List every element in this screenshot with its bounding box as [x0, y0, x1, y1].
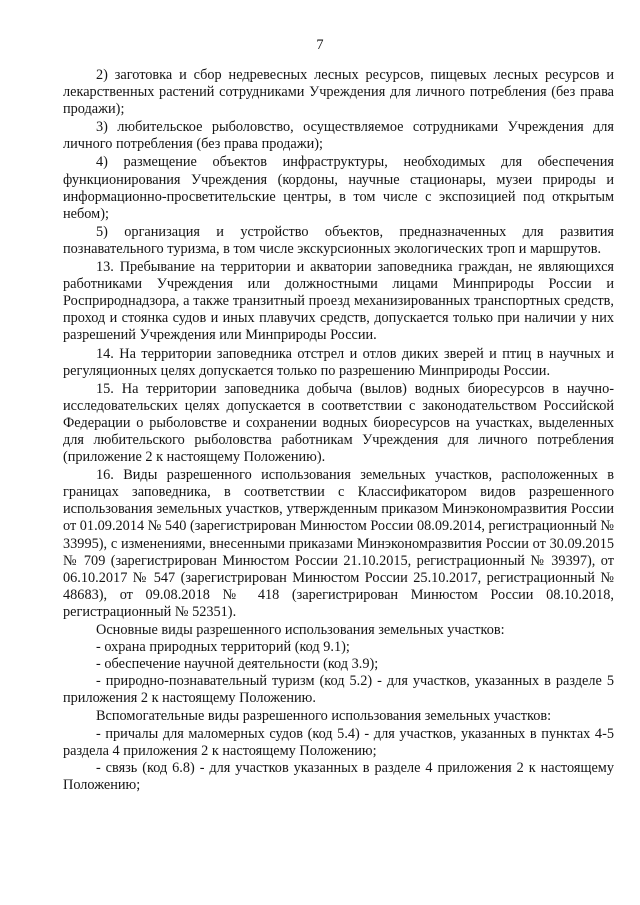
page-number: 7 — [316, 37, 324, 53]
clause-16: 16. Виды разрешенного использования земельных участков, расположенных в границах заповедника, в соответствии с Классификатором видов разрешенного использования земельных участков, утвержденным приказом Минэкономразвития России от 01.09.2014 № 540 (зарегистрирован Минюстом России 08.09.2014, регистрационный № 33995), с изменениями, внесенными приказами Минэкономразвития России от 30.09.2015 № 709 (зарегистрирован Минюстом России 21.10.2015, регистрационный № 39397), от 06.10.2017 № 547 (зарегистрирован Минюстом России 25.10.2017, регистрационный № 48683), от 09.08.2018 № 418 (зарегистрирован Минюстом России 08.10.2018, регистрационный № 52351). — [63, 467, 614, 620]
list-item-5: 5) организация и устройство объектов, предназначенных для развития познавательного туризма, в том числе экскурсионных экологических троп и маршрутов. — [63, 223, 614, 257]
main-use-item: - охрана природных территорий (код 9.1); — [96, 639, 350, 656]
main-use-item: - природно-познавательный туризм (код 5.2) - для участков, указанных в разделе 5 приложения 2 к настоящему Положению. — [63, 673, 614, 707]
list-item-4: 4) размещение объектов инфраструктуры, необходимых для обеспечения функционирования Учреждения (кордоны, научные стационары, музеи природы и информационно-просветительские центры, в том числе с экспозицией под открытым небом); — [63, 154, 614, 222]
clause-13: 13. Пребывание на территории и акватории заповедника граждан, не являющихся работниками Учреждения или должностными лицами Минприроды России и Росприроднадзора, а также транзитный проезд механизированных транспортных средств, проход и стоянка судов и иных плавучих средств, допускается только при наличии у них разрешений Учреждения или Минприроды России. — [63, 259, 614, 344]
main-uses-heading: Основные виды разрешенного использования земельных участков: — [96, 622, 505, 638]
list-item-2: 2) заготовка и сбор недревесных лесных ресурсов, пищевых лесных ресурсов и лекарственных растений сотрудниками Учреждения для личного потребления (без права продажи); — [63, 67, 614, 118]
auxiliary-uses-heading: Вспомогательные виды разрешенного использования земельных участков: — [96, 708, 552, 725]
clause-15: 15. На территории заповедника добыча (вылов) водных биоресурсов в научно-исследовательских целях допускается в соответствии с законодательством Российской Федерации о рыболовстве и сохранении водных биоресурсов на участках, выделенных для любительского рыболовства работникам Учреждения для личного потребления (приложение 2 к настоящему Положению). — [63, 380, 614, 466]
auxiliary-use-item: - причалы для маломерных судов (код 5.4) - для участков, указанных в пунктах 4-5 раздела 4 приложения 2 к настоящему Положению; — [63, 725, 614, 759]
clause-14: 14. На территории заповедника отстрел и отлов диких зверей и птиц в научных и регуляционных целях допускается только по разрешению Минприроды России. — [63, 345, 614, 379]
document-body — [63, 67, 614, 794]
auxiliary-use-item: - связь (код 6.8) - для участков указанных в разделе 4 приложения 2 к настоящему Положению; — [63, 759, 614, 793]
main-use-item: - обеспечение научной деятельности (код 3.9); — [96, 656, 379, 673]
list-item-3: 3) любительское рыболовство, осуществляемое сотрудниками Учреждения для личного потребления (без права продажи); — [63, 119, 614, 153]
